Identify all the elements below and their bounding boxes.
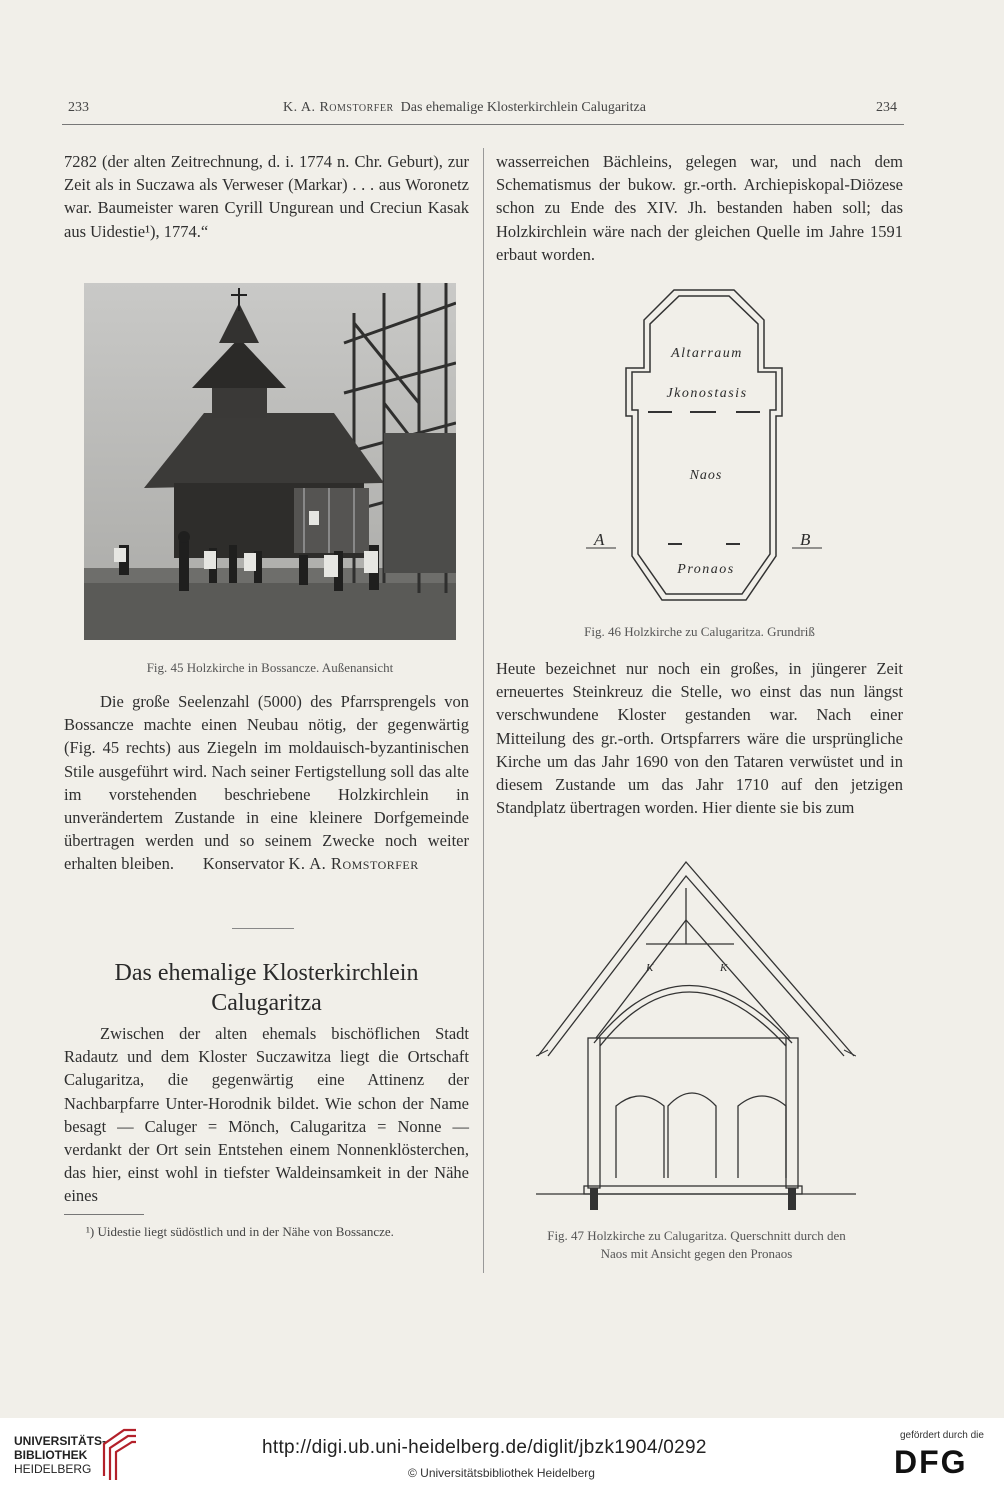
plan-label-a: A — [594, 530, 605, 549]
fig46-floorplan — [586, 286, 826, 610]
left-paragraph-2-text: Zwischen der alten ehemals bischöflichen Stadt Radautz und dem Kloster Suczawitza liegt die Ortschaft Calugaritza, die gegenwärtig eine Attinenz der Nachbarpfarre Unter-Horodnik bildet. Wie schon der Name besagt — Caluger = Mönch, Calugaritza = Nonne — verdankt der Ort sein Entstehen einem Nonnenklösterchen, das hier, einst wohl in tiefster Waldeinsamkeit in der Nähe eines — [64, 1024, 469, 1206]
fig47-caption — [490, 1227, 903, 1263]
section-mark-right: K — [720, 962, 728, 974]
section-heading — [64, 958, 469, 1018]
signature-label: Konservator — [202, 854, 285, 874]
right-paragraph-2: Heute bezeichnet nur noch ein großes, in jüngerer Zeit erneuertes Steinkreuz die Stelle, wo einst das nun längst verschwundene Kloster gestanden war. Nach einer Mitteilung des gr.-orth. Ortspfarrers wäre die ursprüngliche Kirche um das Jahr 1690 von den Tataren verwüstet und in diesem Zustande um das Jahr 1710 auf den jetzigen Standplatz übertragen worden. Hier diente sie bis zum — [496, 659, 903, 818]
header-rule — [62, 124, 904, 125]
fig47-caption-line-2: Naos mit Ansicht gegen den Pronaos — [600, 1246, 793, 1261]
plan-label-ikonostasis: Jkonostasis — [666, 386, 748, 401]
section-separator — [232, 928, 294, 929]
fig45-caption: Fig. 45 Holzkirche in Bossancze. Außenansicht — [146, 660, 394, 675]
library-line-3: HEIDELBERG — [14, 1462, 92, 1476]
library-line-2: BIBLIOTHEK — [14, 1448, 88, 1462]
section-heading-line-1: Das ehemalige Klosterkirchlein — [114, 960, 419, 986]
library-logo-text — [14, 1434, 106, 1476]
plan-label-b: B — [800, 530, 811, 549]
copyright: © Universitätsbibliothek Heidelberg — [408, 1466, 595, 1480]
fig45-photo — [84, 283, 456, 640]
library-logo-icon — [100, 1426, 140, 1482]
footnote: ¹) Uidestie liegt südöstlich und in der Nähe von Bossancze. — [86, 1224, 394, 1239]
digital-url-link[interactable]: http://digi.ub.uni-heidelberg.de/diglit/jbzk1904/0292 — [262, 1437, 707, 1458]
column-divider — [483, 148, 484, 1273]
running-title-author: K. A. Romstorfer — [283, 100, 394, 115]
right-paragraph-1: wasserreichen Bächleins, gelegen war, und nach dem Schematismus der bukow. gr.-orth. Archiepiskopal-Diözese schon zu Ende des XIV. Jh. bestanden haben soll; das Holzkirchlein wäre nach der gleichen Quelle im Jahre 1591 erbaut worden. — [496, 152, 903, 264]
fig47-cross-section — [536, 858, 856, 1210]
church-photo-illustration — [84, 283, 456, 640]
running-title-text: Das ehemalige Klosterkirchlein Calugaritza — [400, 100, 646, 115]
fig46-caption: Fig. 46 Holzkirche zu Calugaritza. Grundriß — [584, 624, 815, 639]
plan-label-pronaos: Pronaos — [677, 562, 735, 577]
running-title — [283, 100, 646, 116]
signature-name: K. A. Romstorfer — [288, 854, 419, 874]
page-number-right: 234 — [876, 100, 897, 115]
section-mark-left: K — [646, 962, 654, 974]
footnote-rule — [64, 1214, 144, 1215]
library-line-1: UNIVERSITÄTS- — [14, 1434, 107, 1448]
dfg-logo: DFG — [894, 1444, 968, 1480]
page-number-left: 233 — [68, 100, 89, 115]
section-heading-line-2: Calugaritza — [211, 990, 322, 1016]
left-paragraph-2 — [64, 1022, 469, 1208]
left-paragraph-1-text: Die große Seelenzahl (5000) des Pfarrsprengels von Bossancze machte einen Neubau nötig, der gegenwärtig (Fig. 45 rechts) aus Ziegeln im moldauisch-byzantinischen Stile ausgeführt wird. Nach seiner Fertigstellung soll das alte im vorstehenden beschriebene Holzkirchlein in unverändertem Zustande in eine kleinere Dorfgemeinde übertragen werden und so seinem Zwecke noch weiter erhalten bleiben. — [64, 692, 469, 874]
plan-label-naos: Naos — [689, 468, 723, 483]
left-paragraph-1 — [64, 690, 469, 876]
fig47-caption-line-1: Fig. 47 Holzkirche zu Calugaritza. Querschnitt durch den — [547, 1228, 846, 1243]
funded-by-label: gefördert durch die — [900, 1430, 984, 1441]
cross-section-drawing — [536, 858, 856, 1210]
left-intro-text: 7282 (der alten Zeitrechnung, d. i. 1774 n. Chr. Geburt), zur Zeit als in Suczawa als Verweser (Markar) . . . aus Woronetz war. Baumeister waren Cyrill Ungurean und Creciun Kasak aus Uidestie¹), 1774.“ — [64, 152, 469, 241]
plan-label-altarraum: Altarraum — [671, 346, 743, 361]
